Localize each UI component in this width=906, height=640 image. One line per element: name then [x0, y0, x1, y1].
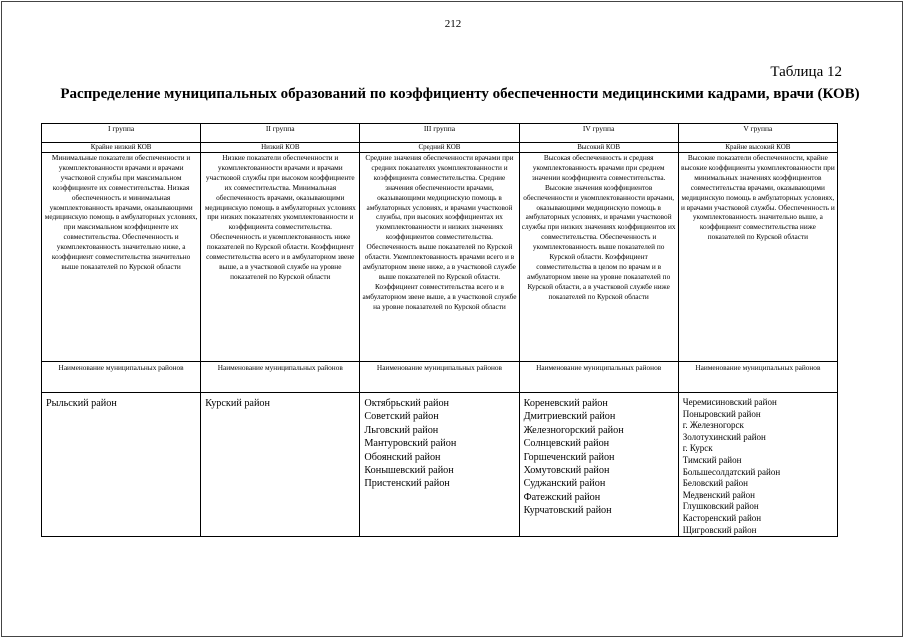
kov-level: Крайне низкий КОВ [42, 143, 201, 153]
district-name: Большесолдатский район [682, 466, 781, 477]
district-list-header: Наименование муниципальных районов [678, 362, 837, 393]
district-name: г. Курск [682, 443, 713, 454]
district-name: Касторенский район [682, 512, 762, 523]
kov-level: Низкий КОВ [201, 143, 360, 153]
district-name: Пристенский район [364, 478, 450, 490]
district-name: Льговский район [364, 424, 439, 436]
district-list-header: Наименование муниципальных районов [42, 362, 201, 393]
district-name: Советский район [364, 411, 439, 423]
district-name: Золотухинский район [682, 431, 766, 442]
district-name: Хомутовский район [523, 465, 610, 477]
group-description: Средние значения обеспеченности врачами при средних показателях укомплектованности и коэффициента совместительства. Средние значения обеспеченности врачами, оказывающими медицинскую помощь в амбулаторных условиях, и врачами участковой службы, при высоких коэффициентах их укомплектованности и низких значениях коэффициентов совместительства. Обеспеченность выше показателей по Курской области. Укомплектованность врачами всего и в амбулаторном звене ниже, а в участковой службе выше показателей по Курской области. Коэффициент совместительства всего и в амбулаторном звене выше, а в участковой службе на уровне показателей по Курской области [360, 153, 519, 362]
district-name: Горшеченский район [523, 451, 615, 463]
district-name: Дмитриевский район [523, 411, 616, 423]
district-name: Черемисиновский район [682, 397, 777, 407]
district-name: Рыльский район [46, 398, 117, 409]
table-label: Таблица 12 [770, 64, 842, 80]
district-name: Курский район [205, 398, 270, 409]
group-name: V группа [678, 124, 837, 143]
kov-level-row [42, 143, 838, 153]
group-description: Высокая обеспеченность и средняя укомплектованность врачами при среднем значении коэффициента совместительства. Высокие значения коэффициентов обеспеченности и укомплектованности врачами, оказывающими медицинскую помощь в амбулаторных условиях, и врачами участковой службы при низких значениях коэффициентов их совместительства. Обеспеченность и укомплектованность выше показателей по Курской области. Коэффициент совместительства в целом по врачам и в амбулаторном звене на уровне показателей по Курской области, а в участковой службе ниже показателей по Курской области [519, 153, 678, 362]
group-name: I группа [42, 124, 201, 143]
district-list [42, 393, 201, 537]
page-number: 212 [444, 18, 462, 30]
district-name: Октябрьский район [364, 398, 450, 409]
district-list-header: Наименование муниципальных районов [360, 362, 519, 393]
district-name: Фатежский район [523, 491, 601, 503]
district-list-row [42, 393, 838, 537]
district-name: Кореневский район [523, 398, 608, 409]
district-name: Поныровский район [682, 408, 761, 419]
district-name: Щигровский район [682, 524, 757, 535]
district-name: г. Железногорск [682, 420, 744, 431]
group-description: Минимальные показатели обеспеченности и укомплектованности врачами и врачами участковой службы при максимальном коэффициенте их совместительства. Низкая обеспеченность и минимальная укомплектованность врачами, оказывающими медицинскую помощь в амбулаторных условиях, при максимальном коэффициенте их совместительства. Обеспеченность и укомплектованность значительно ниже, а коэффициент совместительства значительно выше показателей по Курской области [42, 153, 201, 362]
district-list [678, 393, 837, 537]
group-name: II группа [201, 124, 360, 143]
district-name: Солнцевский район [523, 438, 610, 450]
district-header-row [42, 362, 838, 393]
group-name: IV группа [519, 124, 678, 143]
district-name: Беловский район [682, 478, 748, 489]
description-row [42, 153, 838, 362]
group-name-row [42, 124, 838, 143]
district-list-header: Наименование муниципальных районов [201, 362, 360, 393]
distribution-table [41, 123, 838, 537]
district-name: Обоянский район [364, 451, 441, 463]
kov-level: Высокий КОВ [519, 143, 678, 153]
district-name: Курчатовский район [523, 505, 612, 517]
district-list-header: Наименование муниципальных районов [519, 362, 678, 393]
district-list [201, 393, 360, 537]
document-title: Распределение муниципальных образований по коэффициенту обеспеченности медицинскими кадрами, врачи (КОВ) [60, 86, 860, 102]
district-name: Железногорский район [523, 424, 624, 436]
group-description: Высокие показатели обеспеченности, крайне высокие коэффициенты укомплектованности при минимальных значениях коэффициентов совместительства врачами, оказывающими медицинскую помощь в амбулаторных условиях, и врачами участковой службы. Обеспеченность и укомплектованность значительно выше, а коэффициент совместительства ниже показателей по Курской области [678, 153, 837, 362]
district-name: Конышевский район [364, 465, 454, 477]
district-name: Медвенский район [682, 489, 755, 500]
district-name: Мантуровский район [364, 438, 457, 450]
kov-level: Средний КОВ [360, 143, 519, 153]
district-list [360, 393, 519, 537]
district-name: Тимский район [682, 454, 742, 465]
district-name: Глушковский район [682, 501, 759, 512]
district-name: Суджанский район [523, 478, 606, 490]
kov-level: Крайне высокий КОВ [678, 143, 837, 153]
group-name: III группа [360, 124, 519, 143]
group-description: Низкие показатели обеспеченности и укомплектованности врачами и врачами участковой службы при высоком коэффициенте их совместительства. Минимальная обеспеченность врачами, оказывающими медицинскую помощь в амбулаторных условиях при низких показателях укомплектованности и коэффициента совместительства. Обеспеченность и укомплектованность ниже показателей по Курской области. Коэффициент совместительства всего и в амбулаторном звене выше, а в участковой службе на уровне показателей по Курской области [201, 153, 360, 362]
district-list [519, 393, 678, 537]
